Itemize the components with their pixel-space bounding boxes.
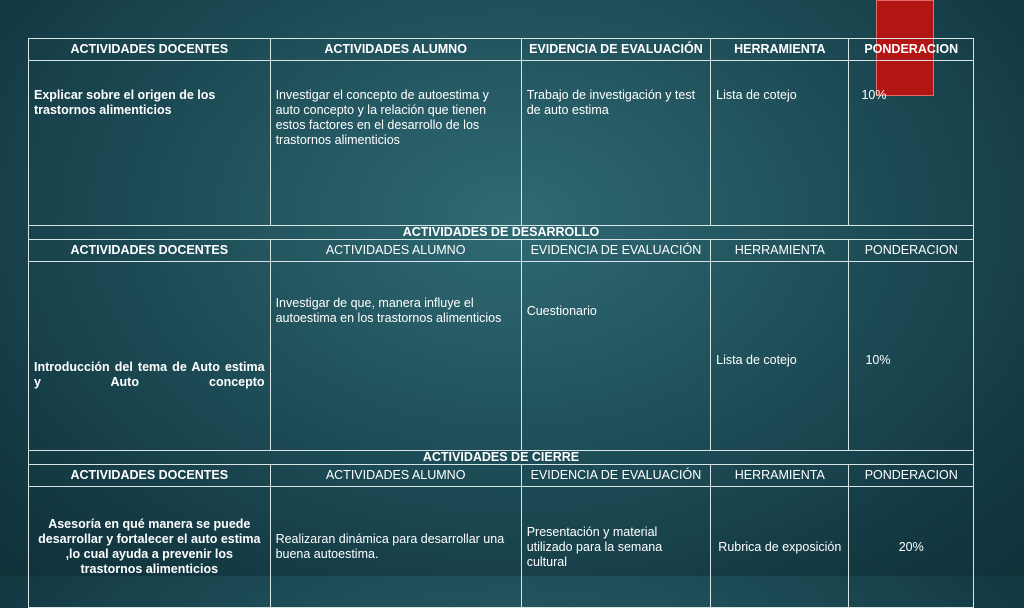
cell-evidencia: Cuestionario (521, 262, 710, 451)
cell-alumno: Realizaran dinámica para desarrollar una buena autoestima. (270, 487, 521, 608)
header-docentes: ACTIVIDADES DOCENTES (29, 240, 271, 262)
cell-docentes: Introducción del tema de Auto estima y Auto concepto (29, 262, 271, 451)
cell-docentes: Asesoría en qué manera se puede desarrollar y fortalecer el auto estima ,lo cual ayuda a prevenir los trastornos alimenticios (29, 487, 271, 608)
header-herramienta: HERRAMIENTA (711, 465, 849, 487)
header-ponderacion: PONDERACION (849, 240, 974, 262)
header-row-desarrollo (29, 240, 974, 262)
header-herramienta: HERRAMIENTA (711, 39, 849, 61)
header-evidencia: EVIDENCIA DE EVALUACIÓN (521, 465, 710, 487)
evaluation-table (28, 38, 974, 608)
header-evidencia: EVIDENCIA DE EVALUACIÓN (521, 39, 710, 61)
header-row-cierre (29, 465, 974, 487)
header-docentes: ACTIVIDADES DOCENTES (29, 465, 271, 487)
section-row-cierre (29, 451, 974, 465)
cell-evidencia: Presentación y material utilizado para la semana cultural (521, 487, 710, 608)
header-evidencia: EVIDENCIA DE EVALUACIÓN (521, 240, 710, 262)
cell-alumno: Investigar de que, manera influye el autoestima en los trastornos alimenticios (270, 262, 521, 451)
section-title-desarrollo: ACTIVIDADES DE DESARROLLO (29, 226, 974, 240)
header-ponderacion: PONDERACION (849, 39, 974, 61)
table-row (29, 262, 974, 451)
cell-ponderacion: 10% (849, 61, 974, 226)
header-docentes: ACTIVIDADES DOCENTES (29, 39, 271, 61)
header-herramienta: HERRAMIENTA (711, 240, 849, 262)
header-alumno: ACTIVIDADES ALUMNO (270, 240, 521, 262)
table-row (29, 487, 974, 608)
section-row-desarrollo (29, 226, 974, 240)
header-ponderacion: PONDERACION (849, 465, 974, 487)
cell-evidencia: Trabajo de investigación y test de auto estima (521, 61, 710, 226)
header-alumno: ACTIVIDADES ALUMNO (270, 39, 521, 61)
cell-ponderacion: 20% (849, 487, 974, 608)
cell-herramienta: Lista de cotejo (711, 262, 849, 451)
cell-alumno: Investigar el concepto de autoestima y auto concepto y la relación que tienen estos factores en el desarrollo de los trastornos alimenticios (270, 61, 521, 226)
cell-ponderacion: 10% (849, 262, 974, 451)
section-title-cierre: ACTIVIDADES DE CIERRE (29, 451, 974, 465)
cell-docentes: Explicar sobre el origen de los trastornos alimenticios (29, 61, 271, 226)
header-row-inicio (29, 39, 974, 61)
table-row (29, 61, 974, 226)
header-alumno: ACTIVIDADES ALUMNO (270, 465, 521, 487)
cell-herramienta: Lista de cotejo (711, 61, 849, 226)
cell-herramienta: Rubrica de exposición (711, 487, 849, 608)
